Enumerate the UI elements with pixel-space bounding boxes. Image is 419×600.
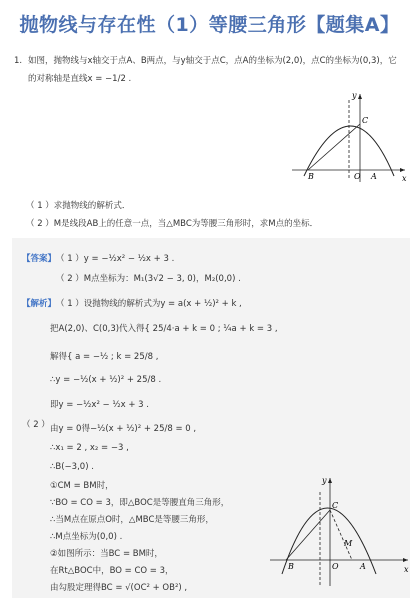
analysis-line-6: 由y = 0得−½(x + ½)² + 25/8 = 0 , (50, 424, 197, 434)
question-number: 1. (14, 56, 23, 66)
fig2-label-y: y (322, 476, 327, 485)
analysis-line-4: ∴y = −½(x + ½)² + 25/8 . (50, 375, 162, 385)
question-text-line1: 如图，抛物线与x轴交于点A、B两点，与y轴交于点C，点A的坐标为(2,0)，点C的坐标为(0,3)，它 (28, 56, 397, 66)
parabola-figure-2 (268, 474, 413, 592)
answer-2: （ 2 ）M点坐标为：M₁(3√2 − 3, 0)，M₂(0,0) . (56, 274, 241, 284)
analysis-line-3: 解得{ a = −½ ; k = 25/8 , (50, 352, 159, 362)
analysis-line-15: 由勾股定理得BC = √(OC² + OB²) , (50, 583, 188, 593)
fig2-label-C: C (332, 501, 339, 510)
analysis-line-11: ∴当M点在原点O时，△MBC是等腰三角形， (50, 515, 214, 525)
fig2-label-x: x (404, 565, 409, 574)
parabola-figure-1 (290, 90, 410, 185)
fig1-label-B: B (308, 172, 314, 181)
fig1-label-x: x (402, 174, 407, 183)
question-text-line2: 的对称轴是直线x = −1/2 . (28, 74, 132, 84)
analysis-line-5: 即y = −½x² − ½x + 3 . (50, 400, 149, 410)
analysis-line-13: ②如图所示：当BC = BM时， (50, 549, 163, 559)
fig2-label-M: M (344, 539, 353, 548)
fig1-label-C: C (362, 116, 369, 125)
analysis-line-8: ∴B(−3,0) . (50, 462, 94, 472)
fig2-label-A: A (360, 562, 366, 571)
answer-1: （ 1 ）y = −½x² − ½x + 3 . (56, 254, 175, 264)
fig1-label-O: O (354, 172, 361, 181)
fig2-label-O: O (332, 562, 339, 571)
analysis-label: 【解析】 (22, 299, 57, 309)
analysis-line-2: 把A(2,0)、C(0,3)代入得{ 25/4·a + k = 0 ; ¼a + k = 3 , (50, 324, 278, 334)
answer-label: 【答案】 (22, 254, 57, 264)
fig1-label-y: y (352, 91, 357, 100)
analysis-line-14: 在Rt△BOC中，BO = CO = 3， (50, 566, 174, 576)
analysis-part2-number: （ 2 ） (22, 420, 50, 430)
fig2-label-B: B (288, 562, 294, 571)
fig1-label-A: A (371, 172, 377, 181)
subquestion-1: （ 1 ）求抛物线的解析式． (26, 201, 131, 211)
analysis-line-7: ∴x₁ = 2 , x₂ = −3 , (50, 443, 129, 453)
subquestion-2: （ 2 ）M是线段AB上的任意一点，当△MBC为等腰三角形时，求M点的坐标． (26, 219, 319, 229)
page-title: 抛物线与存在性（1）等腰三角形【题集A】 (19, 14, 400, 36)
analysis-line-10: ∵BO = CO = 3，即△BOC是等腰直角三角形， (50, 498, 230, 508)
analysis-line-12: ∴M点坐标为(0,0) . (50, 532, 123, 542)
analysis-line-9: ①CM = BM时， (50, 481, 114, 491)
question-1 (14, 54, 409, 86)
analysis-line-1: （ 1 ）设抛物线的解析式为y = a(x + ½)² + k , (56, 299, 242, 309)
